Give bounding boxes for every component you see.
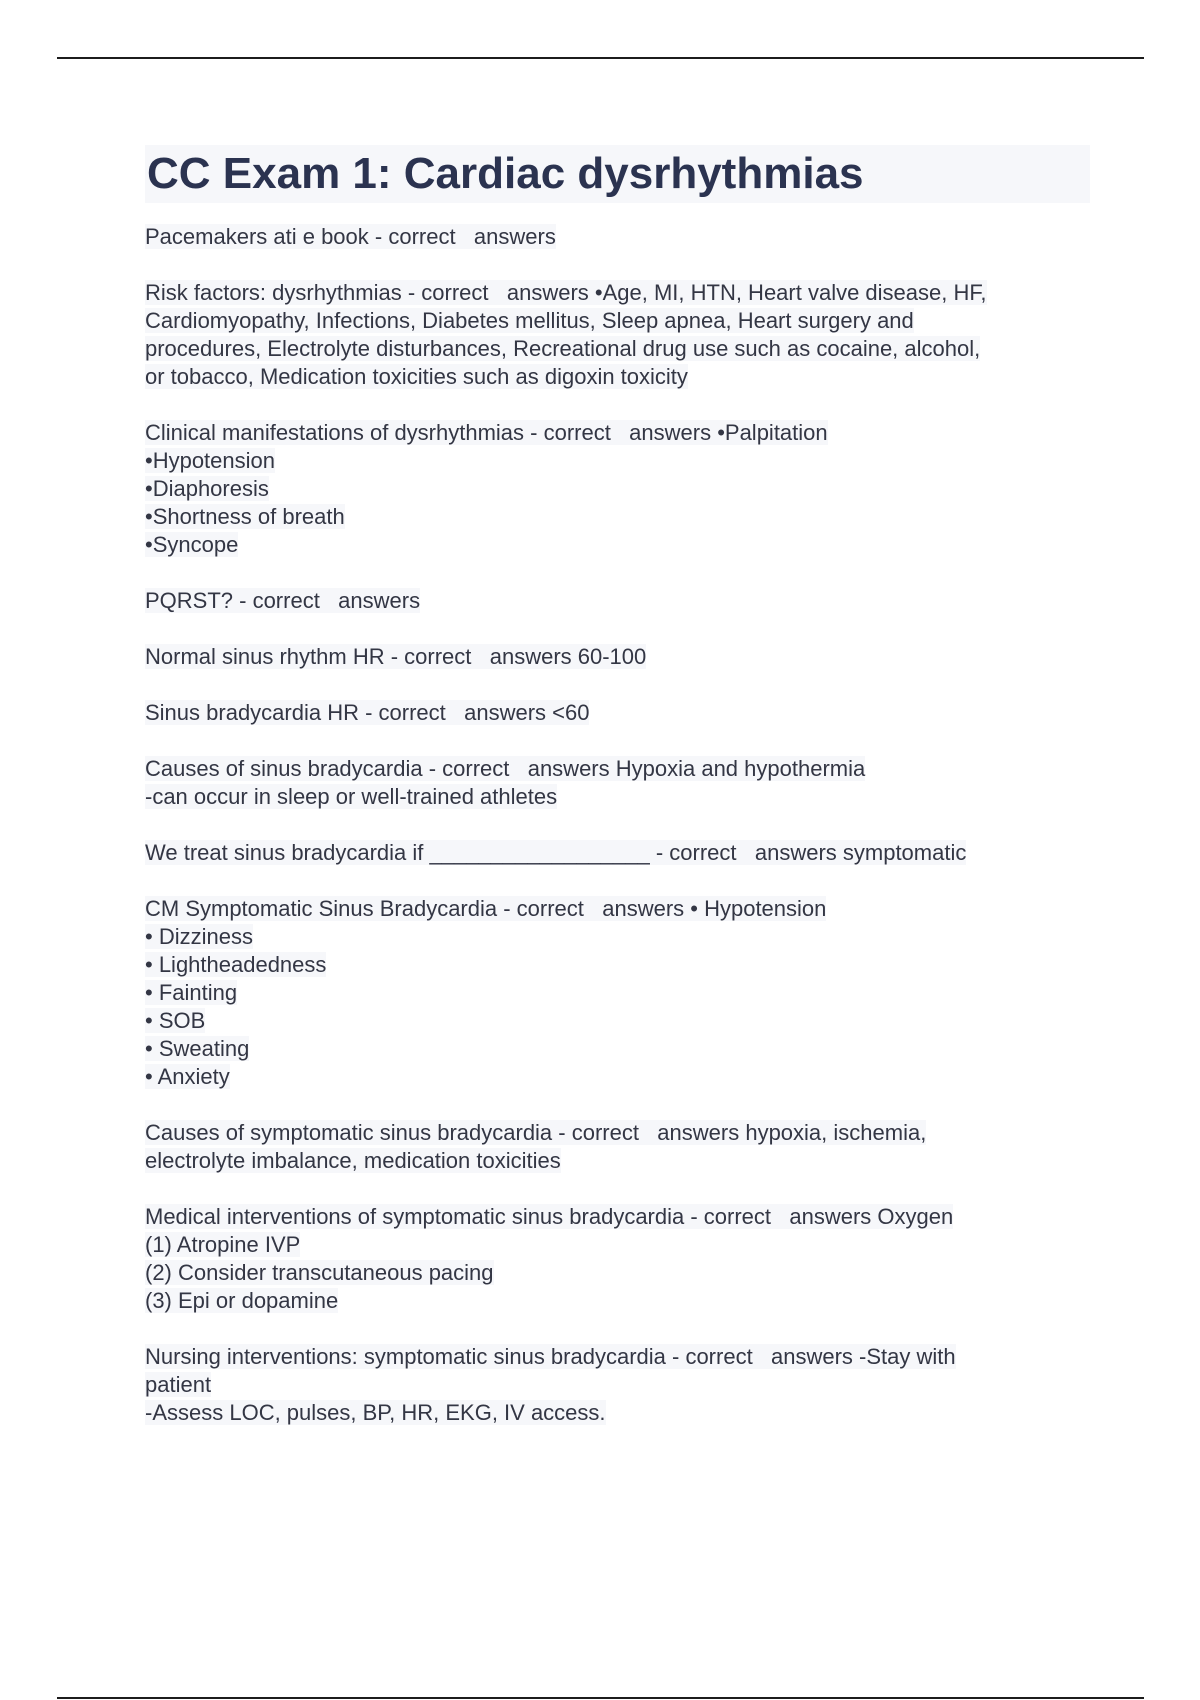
entry-line [145,1147,1090,1175]
qa-entry [145,223,1090,251]
entry-line-text: • Anxiety [145,1064,230,1089]
entry-line-text: patient [145,1372,212,1397]
entry-line [145,979,1090,1007]
entry-line [145,1399,1090,1427]
entry-line [145,503,1090,531]
entry-line-text: •Diaphoresis [145,476,269,501]
entry-line [145,587,1090,615]
qa-entry [145,839,1090,867]
entry-line [145,1035,1090,1063]
page-content [145,145,1090,1455]
entry-line [145,643,1090,671]
entry-line-text: -Assess LOC, pulses, BP, HR, EKG, IV access. [145,1400,606,1425]
entry-line-text: • Sweating [145,1036,250,1061]
entry-line [145,223,1090,251]
entry-line-text: • SOB [145,1008,206,1033]
entry-line-text: • Dizziness [145,924,253,949]
entry-line-text: (2) Consider transcutaneous pacing [145,1260,494,1285]
entry-line [145,335,1090,363]
entry-line [145,279,1090,307]
entry-line [145,1287,1090,1315]
entry-line-text: (1) Atropine IVP [145,1232,301,1257]
qa-entry [145,1203,1090,1315]
entry-line-text: Sinus bradycardia HR - correct answers <60 [145,700,590,725]
qa-entry [145,1343,1090,1427]
qa-entry [145,1119,1090,1175]
entry-line-text: Pacemakers ati e book - correct answers [145,224,556,249]
entry-line [145,951,1090,979]
entry-line-text: Medical interventions of symptomatic sinus bradycardia - correct answers Oxygen [145,1204,954,1229]
entry-line [145,1231,1090,1259]
entry-line [145,363,1090,391]
qa-entry [145,279,1090,391]
entry-line [145,699,1090,727]
entry-line-text: or tobacco, Medication toxicities such as digoxin toxicity [145,364,688,389]
entry-line [145,755,1090,783]
entry-line-text: Cardiomyopathy, Infections, Diabetes mellitus, Sleep apnea, Heart surgery and [145,308,914,333]
entry-line [145,475,1090,503]
entry-line [145,419,1090,447]
entry-line-text: •Syncope [145,532,239,557]
entry-line-text: (3) Epi or dopamine [145,1288,339,1313]
entry-line [145,783,1090,811]
entry-line-text: Causes of sinus bradycardia - correct answers Hypoxia and hypothermia [145,756,866,781]
entry-line-text: CM Symptomatic Sinus Bradycardia - correct answers • Hypotension [145,896,827,921]
entry-line [145,1343,1090,1371]
entry-line [145,895,1090,923]
entry-line-text: Clinical manifestations of dysrhythmias - correct answers •Palpitation [145,420,828,445]
entry-line-text: PQRST? - correct answers [145,588,421,613]
entry-line-text: We treat sinus bradycardia if __________________ - correct answers symptomatic [145,840,967,865]
qa-entry [145,755,1090,811]
entry-line [145,531,1090,559]
entry-line [145,1063,1090,1091]
entry-line [145,307,1090,335]
qa-entry [145,643,1090,671]
entry-line [145,1259,1090,1287]
qa-entry [145,587,1090,615]
entry-line [145,1119,1090,1147]
qa-entry [145,895,1090,1091]
entry-line-text: procedures, Electrolyte disturbances, Recreational drug use such as cocaine, alcohol, [145,336,981,361]
entry-line-text: Nursing interventions: symptomatic sinus bradycardia - correct answers -Stay with [145,1344,956,1369]
document-title: CC Exam 1: Cardiac dysrhythmias [145,145,1090,203]
top-rule [57,57,1144,59]
qa-entry [145,699,1090,727]
entry-line-text: • Lightheadedness [145,952,327,977]
entry-line-text: •Shortness of breath [145,504,345,529]
entry-line [145,839,1090,867]
qa-entry [145,419,1090,559]
entry-line-text: Risk factors: dysrhythmias - correct answers •Age, MI, HTN, Heart valve disease, HF, [145,280,987,305]
bottom-rule [57,1697,1144,1699]
entry-line-text: • Fainting [145,980,238,1005]
entry-line-text: Normal sinus rhythm HR - correct answers 60-100 [145,644,647,669]
entry-line-text: -can occur in sleep or well-trained athletes [145,784,558,809]
entry-line-text: •Hypotension [145,448,276,473]
entries-list [145,223,1090,1427]
entry-line-text: Causes of symptomatic sinus bradycardia - correct answers hypoxia, ischemia, [145,1120,927,1145]
entry-line-text: electrolyte imbalance, medication toxicities [145,1148,561,1173]
entry-line [145,1007,1090,1035]
entry-line [145,447,1090,475]
entry-line [145,923,1090,951]
entry-line [145,1371,1090,1399]
entry-line [145,1203,1090,1231]
